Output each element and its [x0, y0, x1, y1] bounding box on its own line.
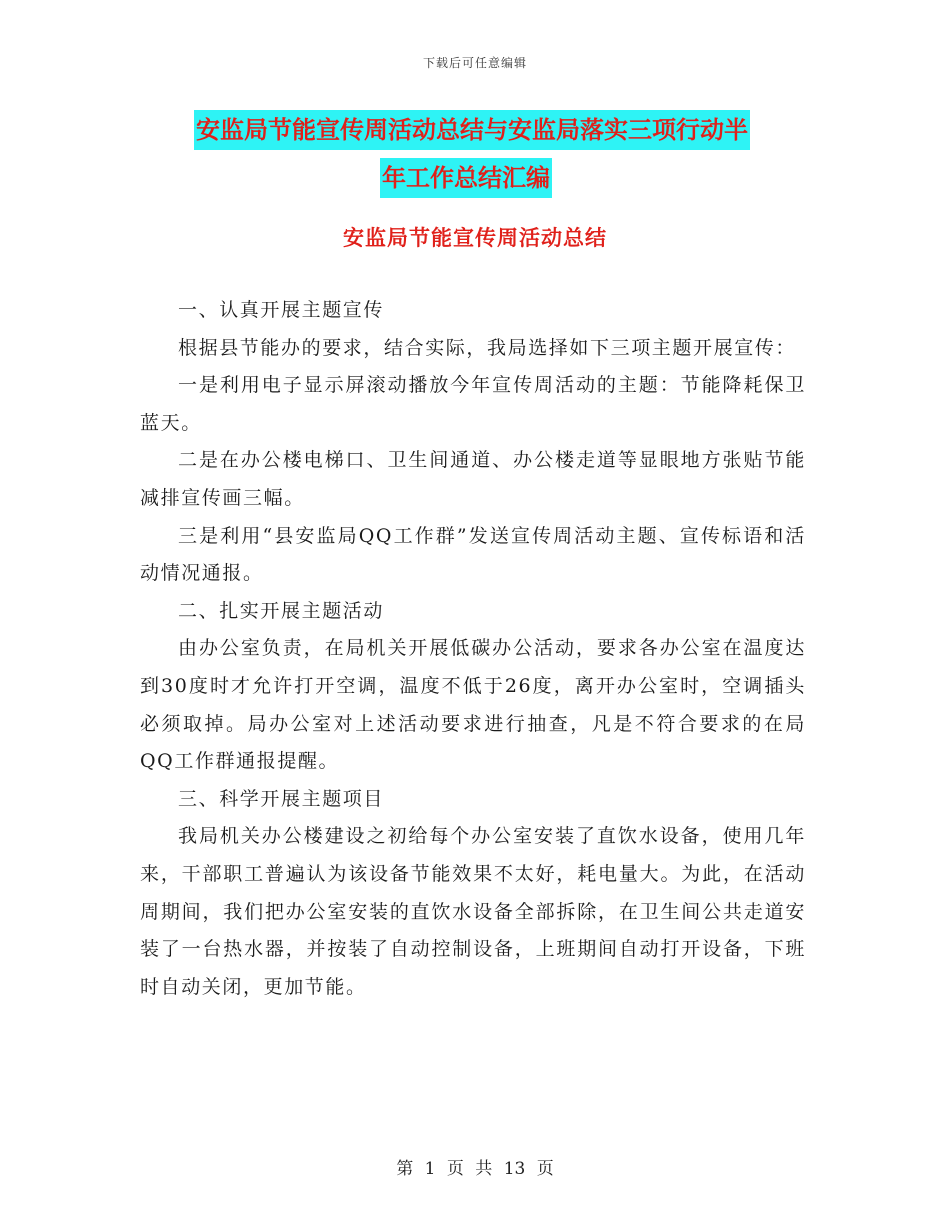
document-title-line-1: 安监局节能宣传周活动总结与安监局落实三项行动半 [194, 110, 750, 150]
header-note: 下载后可任意编辑 [422, 56, 527, 70]
heading-activities: 二、扎实开展主题活动 [178, 599, 385, 622]
paragraph: 我局机关办公楼建设之初给每个办公室安装了直饮水设备，使用几年来，干部职工普遍认为该设备节能效果不太好，耗电量大。为此，在活动周期间，我们把办公室安装的直饮水设备全部拆除，在卫生间公共走道安装了一台热水器，并按装了自动控制设备，上班期间自动打开设备，下班时自动关闭，更加节能。 [140, 825, 806, 998]
paragraph: 根据县节能办的要求，结合实际，我局选择如下三项主题开展宣传： [178, 336, 797, 359]
paragraph: 二是在办公楼电梯口、卫生间通道、办公楼走道等显眼地方张贴节能减排宣传画三幅。 [140, 449, 806, 509]
section-title: 安监局节能宣传周活动总结 [343, 225, 607, 250]
paragraph: 由办公室负责，在局机关开展低碳办公活动，要求各办公室在温度达到30度时才允许打开空调，温度不低于26度，离开办公室时，空调插头必须取掉。局办公室对上述活动要求进行抽查，凡是不符合要求的在局QQ工作群通报提醒。 [140, 637, 806, 773]
paragraph: 一是利用电子显示屏滚动播放今年宣传周活动的主题：节能降耗保卫蓝天。 [140, 374, 806, 434]
document-title [140, 110, 840, 198]
document-title-line-2: 年工作总结汇编 [380, 158, 552, 198]
heading-projects: 三、科学开展主题项目 [178, 787, 385, 810]
paragraph: 三是利用“县安监局QQ工作群”发送宣传周活动主题、宣传标语和活动情况通报。 [140, 524, 806, 585]
document-body [140, 292, 806, 1006]
heading-publicity: 一、认真开展主题宣传 [178, 299, 385, 321]
page-footer: 第 1 页 共 13 页 [396, 1159, 554, 1179]
